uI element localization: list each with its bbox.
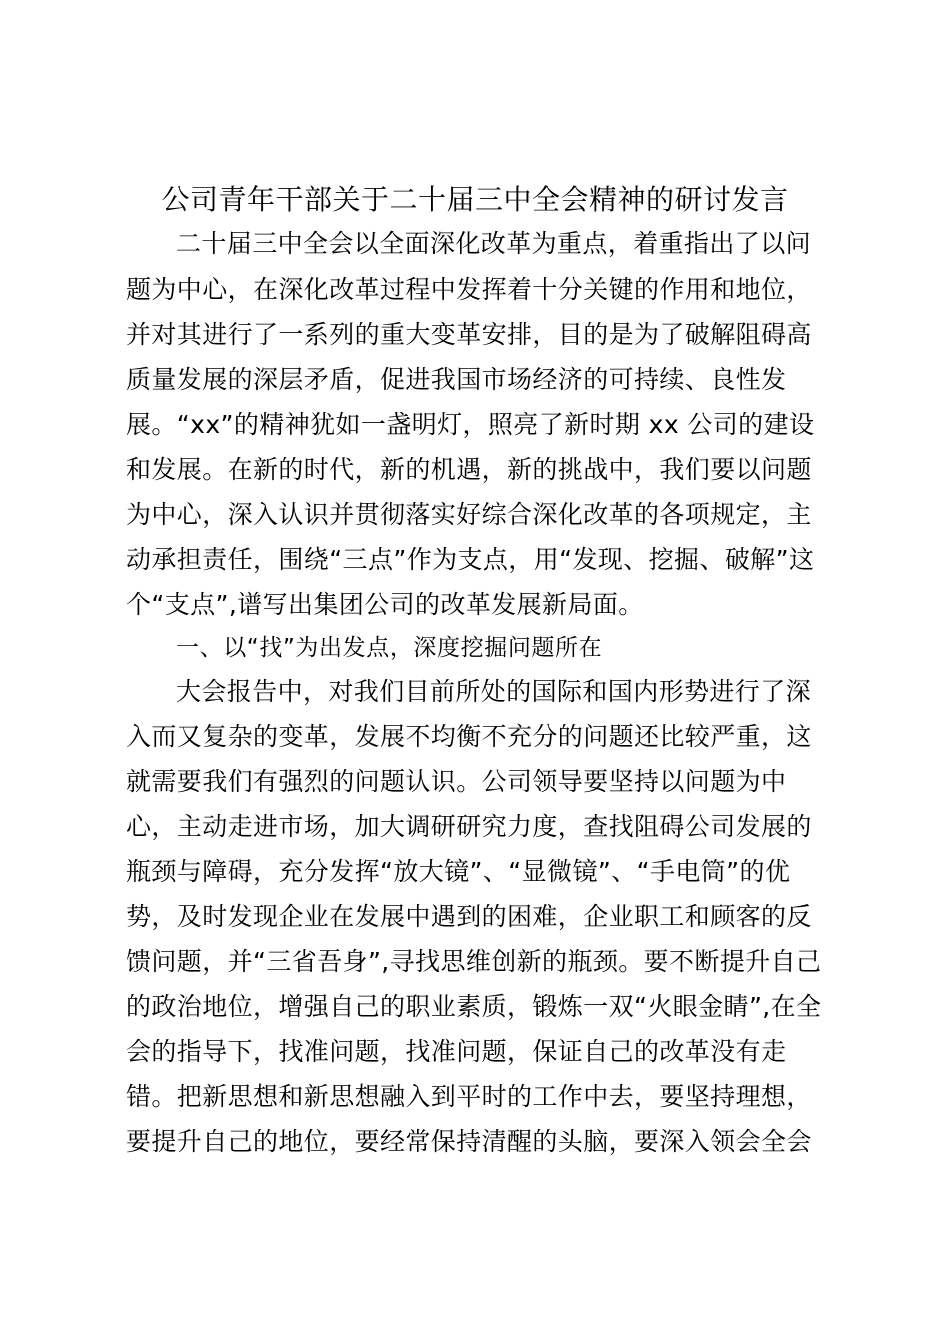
- paragraph-line: 馈问题，并“三省吾身”,寻找思维创新的瓶颈。要不断提升自己: [126, 947, 822, 976]
- paragraph-line: 并对其进行了一系列的重大变革安排，目的是为了破解阻碍高: [126, 320, 812, 349]
- paragraph-line: 会的指导下，找准问题，找准问题，保证自己的改革没有走: [126, 1037, 787, 1066]
- paragraph-line: 展。“xx”的精神犹如一盏明灯，照亮了新时期 xx 公司的建设: [126, 410, 815, 439]
- paragraph-line: 大会报告中，对我们目前所处的国际和国内形势进行了深: [176, 677, 812, 706]
- paragraph-line: 个“支点”,谱写出集团公司的改革发展新局面。: [126, 590, 644, 619]
- paragraph-line: 动承担责任，围绕“三点”作为支点，用“发现、挖掘、破解”这: [126, 545, 815, 574]
- paragraph-line: 心，主动走进市场，加大调研研究力度，查找阻碍公司发展的: [126, 812, 812, 841]
- paragraph-line: 势，及时发现企业在发展中遇到的困难，企业职工和顾客的反: [126, 902, 812, 931]
- paragraph-line: 瓶颈与障碍，充分发挥“放大镜”、“显微镜”、“手电筒”的优: [126, 857, 791, 886]
- section-heading: 一、以“找”为出发点，深度挖掘问题所在: [176, 635, 603, 661]
- paragraph-line: 和发展。在新的时代，新的机遇，新的挑战中，我们要以问题: [126, 455, 812, 484]
- paragraph-line: 要提升自己的地位，要经常保持清醒的头脑，要深入领会全会: [126, 1127, 812, 1156]
- paragraph-line: 就需要我们有强烈的问题认识。公司领导要坚持以问题为中: [126, 767, 787, 796]
- paragraph-line: 质量发展的深层矛盾，促进我国市场经济的可持续、良性发: [126, 365, 787, 394]
- paragraph-line: 二十届三中全会以全面深化改革为重点，着重指出了以问: [176, 229, 812, 258]
- paragraph-line: 错。把新思想和新思想融入到平时的工作中去，要坚持理想，: [126, 1082, 812, 1111]
- paragraph-line: 入而又复杂的变革，发展不均衡不充分的问题还比较严重，这: [126, 722, 812, 751]
- paragraph-line: 为中心，深入认识并贯彻落实好综合深化改革的各项规定，主: [126, 500, 812, 529]
- paragraph-line: 的政治地位，增强自己的职业素质，锻炼一双“火眼金睛”,在全: [126, 992, 822, 1021]
- document-title: 公司青年干部关于二十届三中全会精神的研讨发言: [161, 183, 789, 216]
- paragraph-line: 题为中心，在深化改革过程中发挥着十分关键的作用和地位，: [126, 275, 812, 304]
